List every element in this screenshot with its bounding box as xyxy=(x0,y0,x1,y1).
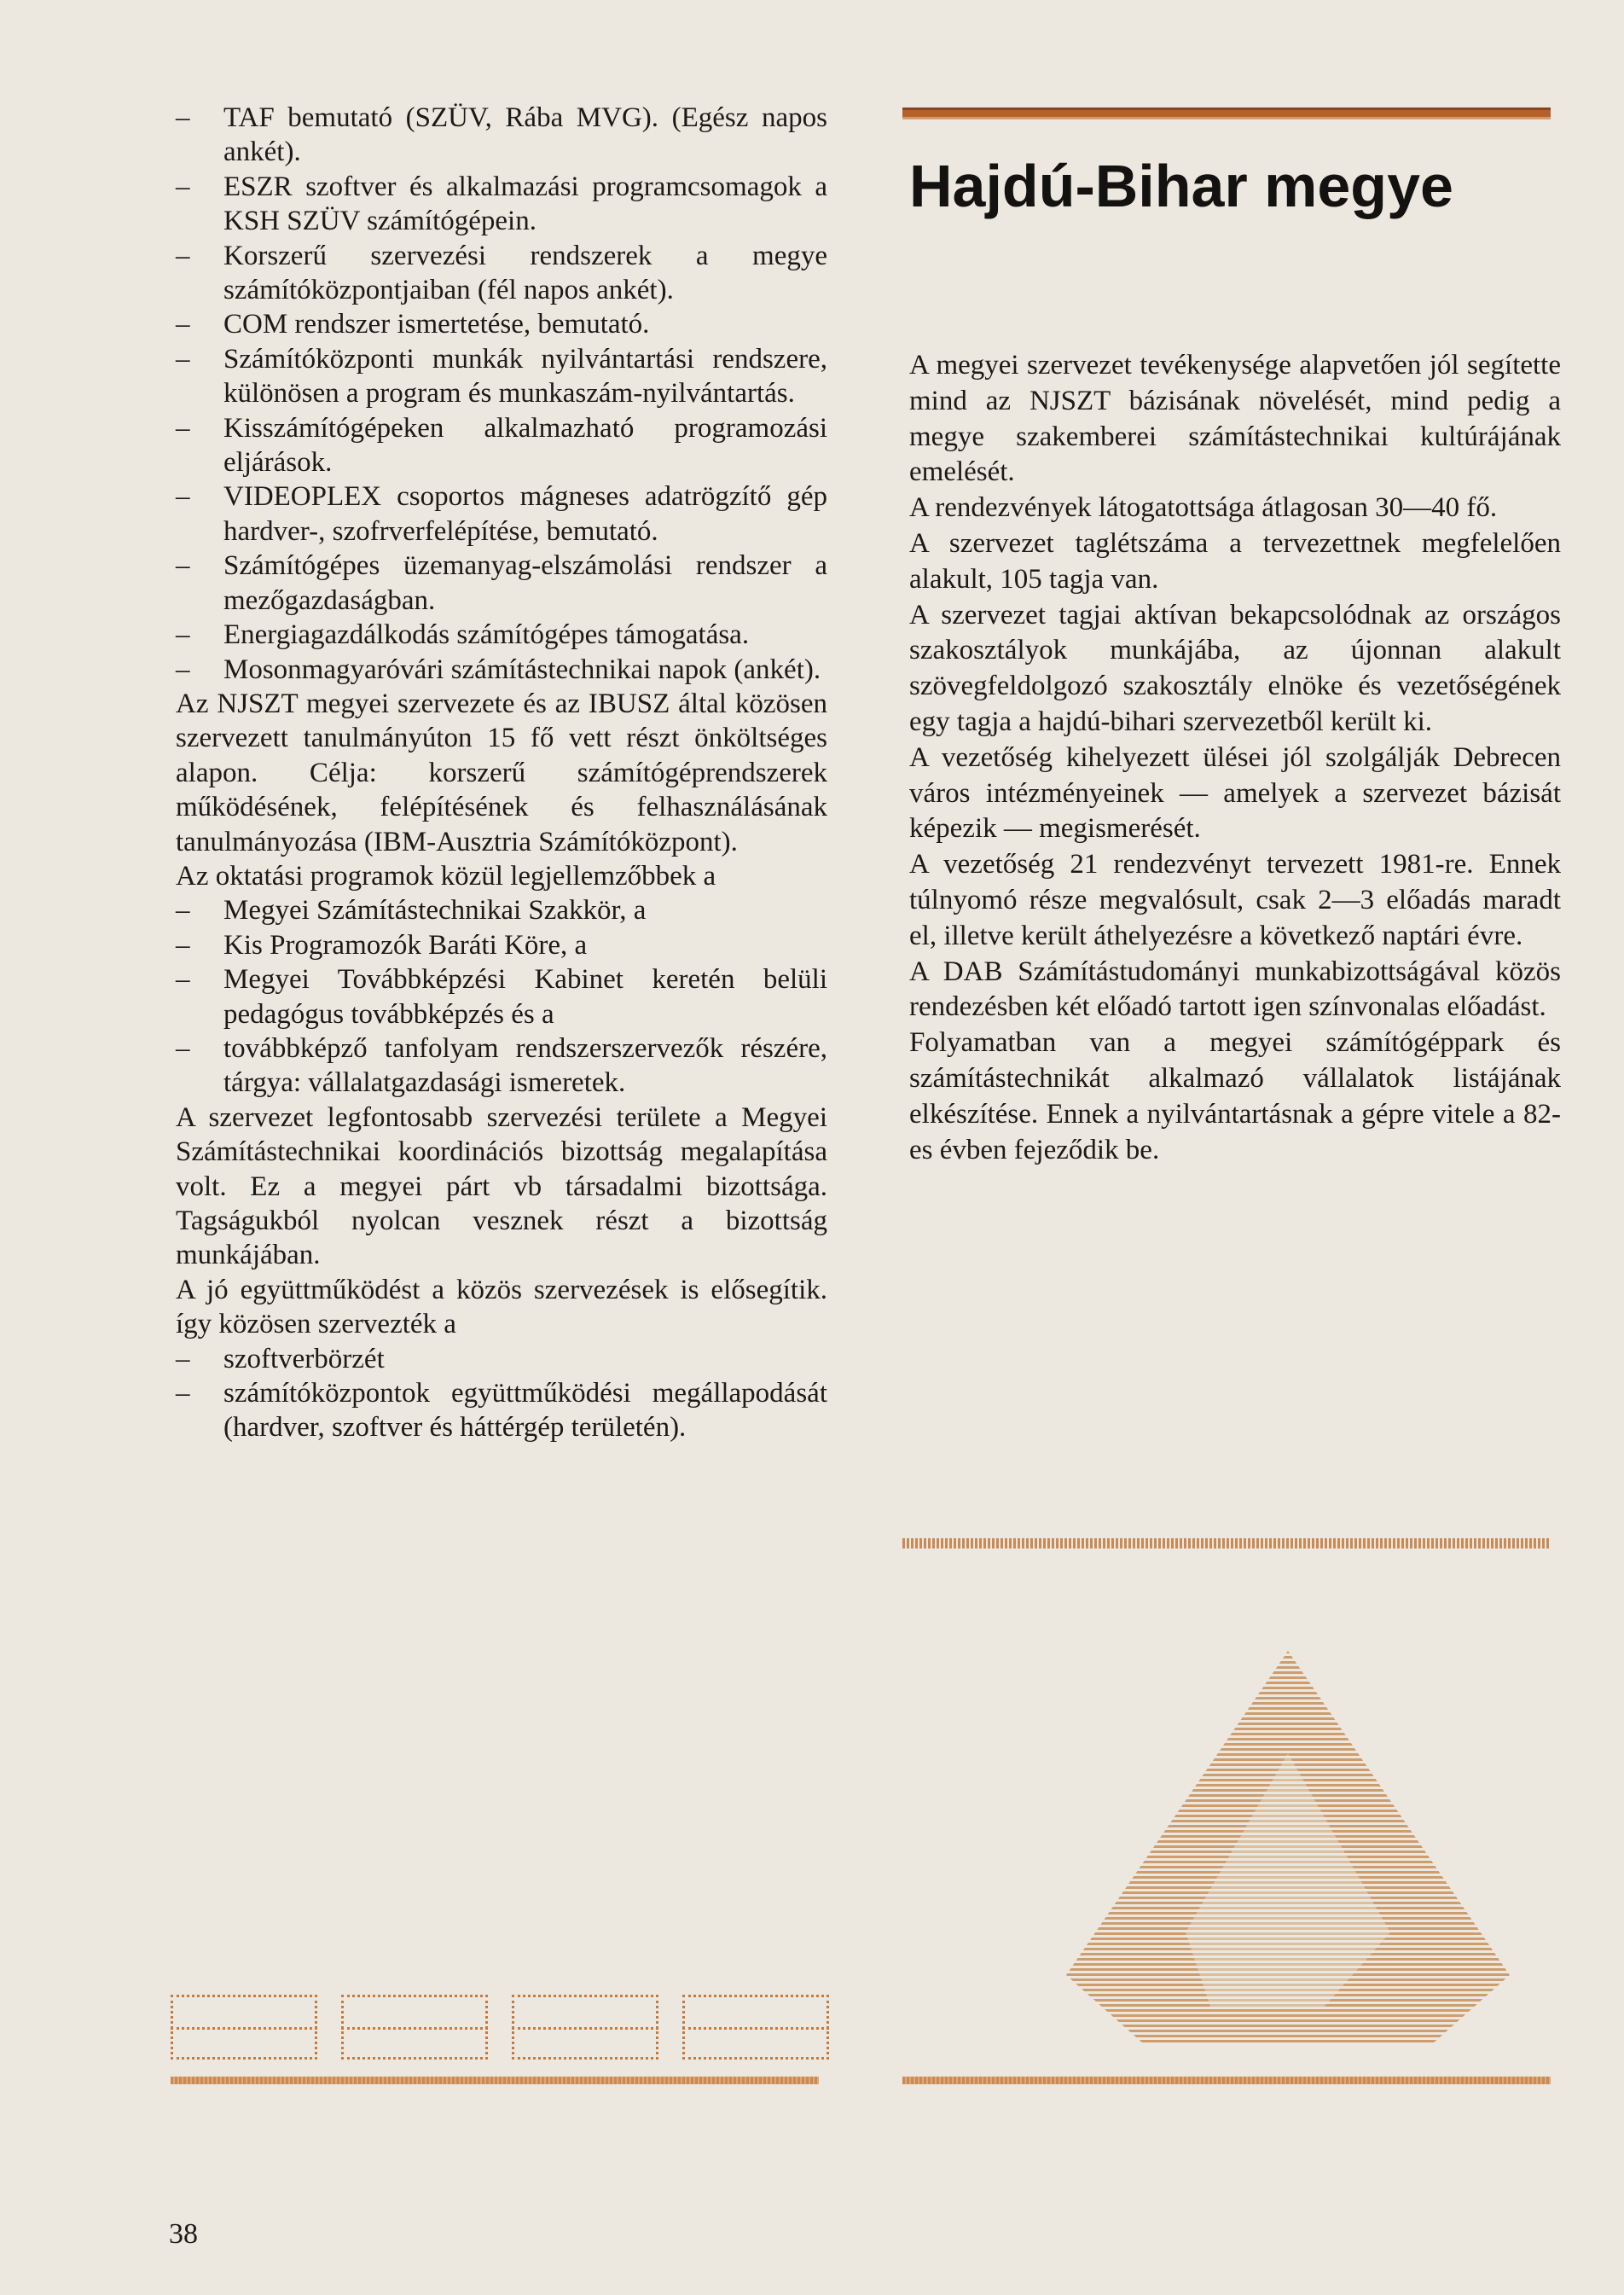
text: Megyei Számítástechnikai Szakkör, a xyxy=(223,895,647,927)
dash-bullet: – xyxy=(176,654,190,685)
list-item xyxy=(176,618,827,652)
list-item xyxy=(176,101,827,170)
dash-bullet: – xyxy=(176,343,190,375)
dash-bullet: – xyxy=(176,929,190,961)
text: Kis Programozók Baráti Köre, a xyxy=(223,929,588,961)
decorative-blocks xyxy=(171,1995,836,2061)
text: Energiagazdálkodás számítógépes támogatása. xyxy=(223,619,750,651)
left-column xyxy=(176,101,827,1445)
text: A jó együttműködést a közös szervezések is elősegítik. így közösen szervezték a xyxy=(176,1274,827,1340)
list-item xyxy=(176,653,827,687)
dash-bullet: – xyxy=(176,171,190,202)
list-item xyxy=(176,962,827,1031)
bottom-rule-right xyxy=(902,2077,1551,2084)
text: Az oktatási programok közül legjellemzőbbek a xyxy=(176,860,716,892)
list-item xyxy=(176,1376,827,1445)
pyramid-graphic xyxy=(1066,1651,1510,2043)
text: számítóközpontok együttműködési megállapodását (hardver, szoftver és háttérgép területén). xyxy=(223,1378,827,1444)
paragraph: Folyamatban van a megyei számítógéppark és számítástechnikát alkalmazó vállalatok listájának elkészítése. Ennek a nyilvántartásnak a gépre vitele a 82-es évben fejeződik be. xyxy=(909,1027,1561,1165)
text: A szervezet legfontosabb szervezési területe a Megyei Számítástechnikai koordinációs bizottság megalapítása volt. Ez a megyei párt vb társadalmi bizottsága. Tagságukból nyolcan vesznek részt a bizottság munkájában. xyxy=(176,1101,827,1271)
list-item xyxy=(176,411,827,480)
bottom-rule-left xyxy=(171,2077,819,2084)
text: Számítógépes üzemanyag-elszámolási rendszer a mezőgazdaságban. xyxy=(223,550,827,616)
list-item xyxy=(176,1342,827,1376)
list-item xyxy=(176,170,827,239)
text: COM rendszer ismertetése, bemutató. xyxy=(223,309,650,340)
paragraph: A DAB Számítástudományi munkabizottságával közös rendezésben két előadó tartott igen színvonalas előadást. xyxy=(909,956,1561,1023)
paragraph: A vezetőség 21 rendezvényt tervezett 1981-re. Ennek túlnyomó része megvalósult, csak 2—3 előadás maradt el, illetve került áthelyezésre a következő naptári évre. xyxy=(909,849,1561,951)
dash-bullet: – xyxy=(176,1343,190,1374)
list-item xyxy=(176,479,827,549)
dash-bullet: – xyxy=(176,412,190,444)
dash-bullet: – xyxy=(176,481,190,513)
section-divider xyxy=(902,1538,1551,1548)
text: TAF bemutató (SZÜV, Rába MVG). (Egész napos ankét). xyxy=(223,102,827,168)
text: továbbképző tanfolyam rendszerszervezők részére, tárgya: vállalatgazdasági ismeretek. xyxy=(223,1032,827,1099)
paragraph xyxy=(176,687,827,859)
text: Korszerű szervezési rendszerek a megye számítóközpontjaiban (fél napos ankét). xyxy=(223,240,827,306)
dash-bullet: – xyxy=(176,309,190,340)
list-item xyxy=(176,1031,827,1101)
list-item xyxy=(176,893,827,927)
dash-bullet: – xyxy=(176,102,190,133)
dash-bullet: – xyxy=(176,1378,190,1409)
dash-bullet: – xyxy=(176,895,190,927)
text: Megyei Továbbképzési Kabinet keretén belüli pedagógus továbbképzés és a xyxy=(223,964,827,1030)
text: Az NJSZT megyei szervezete és az IBUSZ által közösen szervezett tanulmányúton 15 fő vett részt önköltséges alapon. Célja: korszerű számítógéprendszerek működésének, felépítésének és felhasználásának tanulmányozása (IBM-Ausztria Számítóközpont). xyxy=(176,688,827,857)
text: ESZR szoftver és alkalmazási programcsomagok a KSH SZÜV számítógépein. xyxy=(223,171,827,237)
paragraph: A vezetőség kihelyezett ülései jól szolgálják Debrecen város intézményeinek — amelyek a szervezet bázisát képezik — megismerését. xyxy=(909,741,1561,845)
text: Kisszámítógépeken alkalmazható programozási eljárások. xyxy=(223,412,827,479)
list-item xyxy=(176,928,827,962)
page-number: 38 xyxy=(169,2218,198,2250)
dash-bullet: – xyxy=(176,619,190,651)
text: szoftverbörzét xyxy=(223,1343,385,1374)
list-item xyxy=(176,307,827,341)
dash-bullet: – xyxy=(176,240,190,271)
text: Számítóközponti munkák nyilvántartási rendszere, különösen a program és munkaszám-nyilvántartás. xyxy=(223,343,827,410)
right-column xyxy=(909,348,1561,1168)
list-item xyxy=(176,549,827,618)
paragraph: A rendezvények látogatottsága átlagosan 30—40 fő. xyxy=(909,492,1498,524)
list-item xyxy=(176,239,827,308)
county-title: Hajdú-Bihar megye xyxy=(909,153,1453,219)
text: VIDEOPLEX csoportos mágneses adatrögzítő gép hardver-, szofrverfelépítése, bemutató. xyxy=(223,481,827,547)
list-item xyxy=(176,342,827,411)
paragraph: A szervezet tagjai aktívan bekapcsolódnak az országos szakosztályok munkájába, az újonnan alakult szövegfeldolgozó szakosztály elnöke és vezetőségének egy tagja a hajdú-bihari szervezetből került ki. xyxy=(909,599,1561,737)
paragraph: A megyei szervezet tevékenysége alapvetően jól segítette mind az NJSZT bázisának növelését, mind pedig a megye szakemberei számítástechnikai kultúrájának emelését. xyxy=(909,350,1561,488)
title-rule xyxy=(902,107,1551,119)
dash-bullet: – xyxy=(176,550,190,582)
dash-bullet: – xyxy=(176,964,190,996)
text: Mosonmagyaróvári számítástechnikai napok (ankét). xyxy=(223,654,821,685)
paragraph xyxy=(176,1273,827,1342)
paragraph xyxy=(176,1101,827,1273)
dash-bullet: – xyxy=(176,1032,190,1064)
paragraph: A szervezet taglétszáma a tervezettnek megfelelően alakult, 105 tagja van. xyxy=(909,527,1561,595)
paragraph xyxy=(176,859,827,893)
